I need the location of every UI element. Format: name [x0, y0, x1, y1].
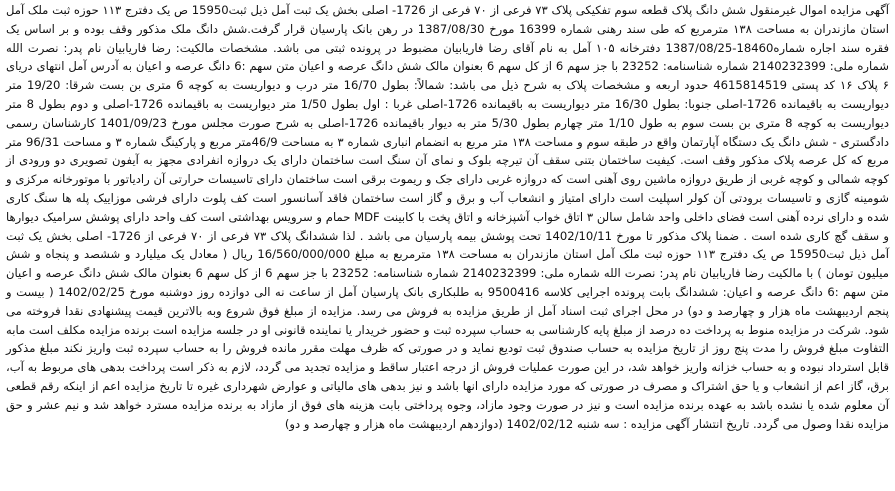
auction-notice-text: آگهی مزایده اموال غیرمنقول شش دانگ پلاک قطعه سوم تفکیکی پلاک ۷۳ فرعی از ۷۰ فرعی از 1726- اصلی بخش یک ثبت آمل ذیل ثبت15950 ص یک دفترج ۱۱۳ حوزه ثبت ملک آمل استان مازندران به مساحت ۱۳۸ مترمربع که طی سند رهنی شماره 16399 مورخ 1387/08/30 در رهن بانک پارسیان قرار گرفت.شش دانگ ملک مذکور وقف بوده و بر اساس یک فقره سند اجاره شماره18460-1387/08/25 دفترخانه ۱۰۵ آمل به نام آقای رضا فاریابیان مضبوط در پرونده ثبتی می باشد. مشخصات مالکیت: رضا فاریابیان نام پدر: نصرت الله شماره ملی: 2140232399 شماره شناسنامه: 23252 با جز سهم 6 از کل سهم 6 بعنوان مالک شش دانگ عرصه و اعیان متن سهم :6 دانگ عرصه و اعیان به آدرس آمل انتهای دریای ۶ پلاک ۱۶ کد پستی 4615814519 حدود اربعه و مشخصات پلاک به شرح ذیل می باشد: شمالاً: بطول 16/70 متر درب و دیواریست به کوچه 6 متری بن بست شرقا: 19/20 متر دیواریست به باقیمانده 1726-اصلی جنوبا: بطول 16/30 متر دیواریست به باقیمانده 1726-اصلی غربا : اول بطول 1/50 متر دیواریست به باقیمانده 1726-اصلی و دوم بطول 8 متر دیواریست به کوچه 8 متری بن بست سوم به طول 1/10 متر چهارم بطول 5/30 متر به دیوار باقیمانده 1726-اصلی به شرح صورت مجلس مورخ 1401/09/23 کارشناسان رسمی دادگستری - شش دانگ یک دستگاه آپارتمان واقع در طبقه سوم و مساحت ۱۳۸ متر مربع به انضمام انباری شماره ۳ به مساحت 46/9متر مربع و پارکینگ شماره ۳ و مساحت 96/31 متر مربع که کل عرصه پلاک مذکور وقف است. کیفیت ساختمان بتنی سقف آن تیرچه بلوک و نمای آن سنگ است ساختمان دارای یک دروازه انفرادی مجهز به آیفون تصویری دو ورودی از کوچه شمالی و کوچه غربی از طریق دروازه ماشین روی آهنی است که دروازه غربی دارای جک و ریموت برقی است ساختمان دارای تاسیسات حرارتی آن رادیاتور با موتورخانه مرکزی و شومینه گازی و تاسیسات برودتی آن کولر اسپلیت است دارای امتیاز و انشعاب آب و برق و گاز است ساختمان فاقد آسانسور است کف پلوت دارای فرشی موزاییک پله ها سنگ کاری شده و دارای نرده آهنی است فضای داخلی واحد شامل سالن ۳ اتاق خواب آشپزخانه و اتاق پخت با کابینت MDF حمام و سرویس بهداشتی است کف واحد دارای پوشش سرامیک دیوارها و سقف گچ کاری شده است . ضمنا پلاک مذکور تا مورخ 1402/10/11 تحت پوشش بیمه پارسیان می باشد . لذا ششدانگ پلاک ۷۳ فرعی از ۷۰ فرعی از 1726- اصلی بخش یک ثبت آمل ذیل ثبت15950 ص یک دفترج ۱۱۳ حوزه ثبت ملک آمل استان مازندران به مساحت ۱۳۸ مترمربع به مبلغ 16/560/000/000 ریال ( معادل یک میلیارد و ششصد و پنجاه و شش میلیون تومان ) با مالکیت رضا فاریابیان نام پدر: نصرت الله شماره ملی: 2140232399 شماره شناسنامه: 23252 با جز سهم 6 از کل سهم 6 بعنوان مالک شش دانگ عرصه و اعیان متن سهم :6 دانگ عرصه و اعیان: ششدانگ بابت پرونده اجرایی کلاسه 9500416 به طلبکاری بانک پارسیان آمل از ساعت نه الی دوازده روز دوشنبه مورخ 1402/02/25 ( بیست و پنجم اردیبهشت ماه هزار و چهارصد و دو) در محل اجرای ثبت اسناد آمل از طریق مزایده به فروش می رسد. مزایده از مبلغ فوق شروع وبه بالاترین قیمت پیشنهادی نقدا فروخته می شود. شرکت در مزایده منوط به پرداخت ده درصد از مبلغ پایه کارشناسی به حساب سپرده ثبت و حضور خریدار یا نماینده قانونی او در جلسه مزایده است برنده مزایده مکلف است مابه التفاوت مبلغ فروش را مدت پنج روز از تاریخ مزایده به حساب صندوق ثبت تودیع نماید و در صورتی که ظرف مهلت مقرر مانده فروش را به حساب سپرده ثبت واریز نکند مبلغ مذکور قابل استرداد نبوده و به حساب خزانه واریز خواهد شد، در این صورت عملیات فروش از درجه اعتبار ساقط و مزایده تجدید می گردد، لازم به ذکر است پرداخت بدهی های مربوط به آب، برق، گاز اعم از انشعاب و یا حق اشتراک و مصرف در صورتی که مورد مزایده دارای انها باشد و نیز بدهی های مالیاتی و عوارض شهرداری غیره تا تاریخ مزایده اعم از اینکه رقم قطعی آن معلوم شده یا نشده باشد به عهده برنده مزایده است و نیز در صورت وجود مازاد، وجوه پرداختی بابت هزینه های فوق از مازاد به برنده مزایده مسترد خواهد شد و نیم عشر و حق مزایده نقدا وصول می گردد. تاریخ انتشار آگهی مزایده : سه شنبه 1402/02/12 (دوازدهم اردیبهشت ماه هزار و چهارصد و دو)	[6, 3, 890, 431]
